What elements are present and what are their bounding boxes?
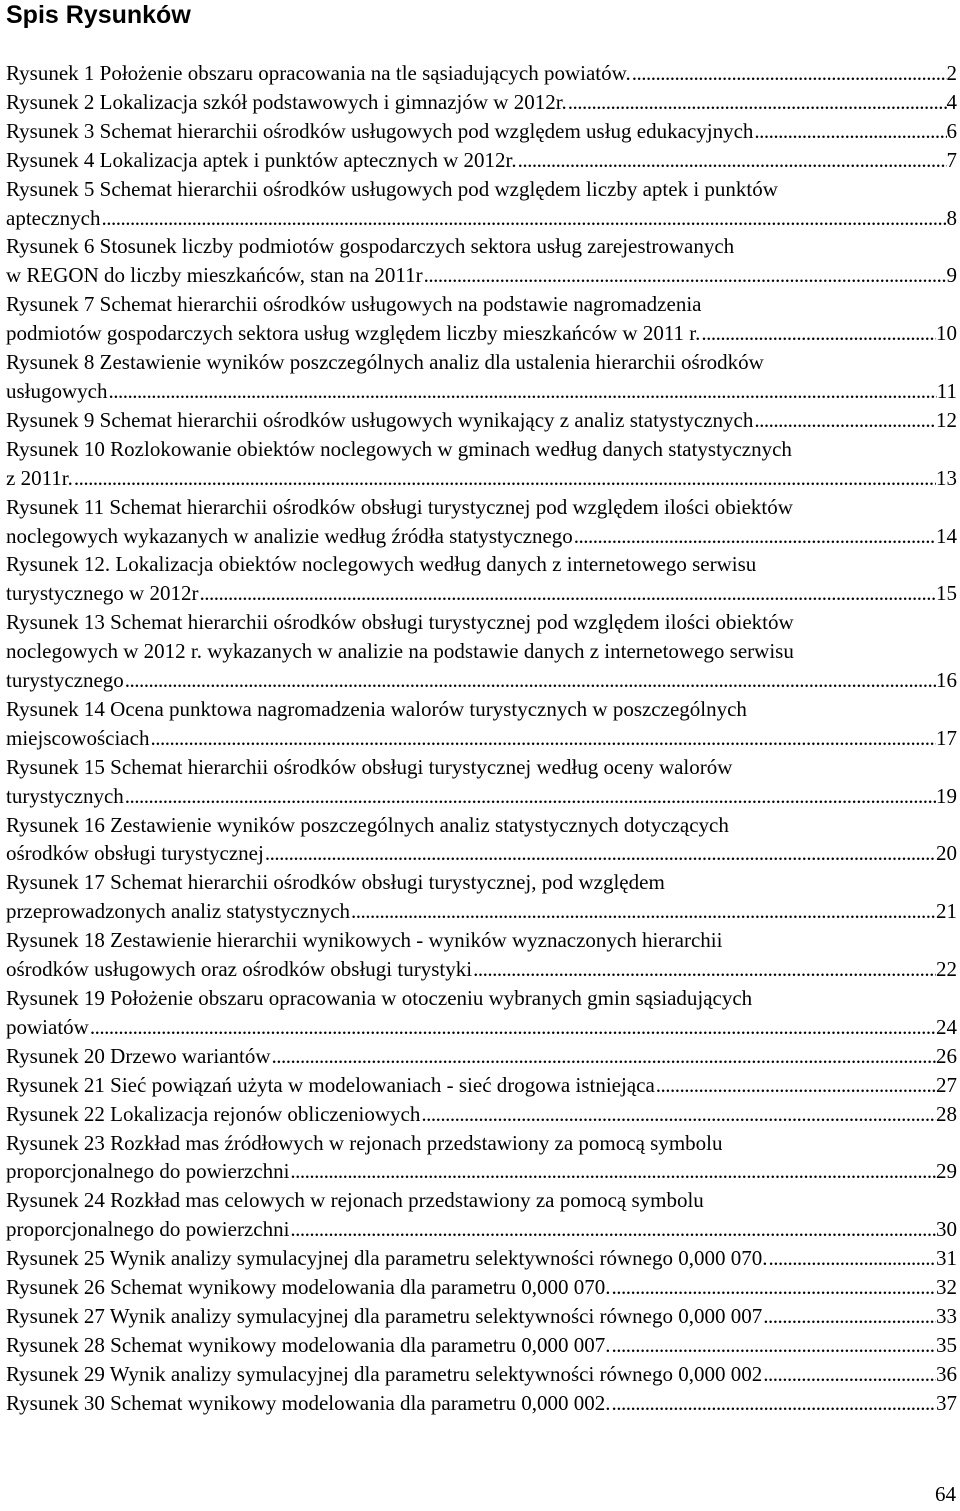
toc-entry-last-line [6, 579, 957, 608]
toc-entry-line: Rysunek 11 Schemat hierarchii ośrodków obsługi turystycznej pod względem ilości obiektów [6, 494, 793, 519]
dot-leader [611, 1389, 936, 1418]
dot-leader [73, 464, 936, 493]
toc-entry-text: podmiotów gospodarczych sektora usług względem liczby mieszkańców w 2011 r. [6, 321, 701, 346]
dot-leader [762, 1302, 936, 1331]
toc-entry-last-line [6, 522, 957, 551]
dot-leader [423, 261, 947, 290]
toc-entry-last-line [6, 724, 957, 753]
toc-entry[interactable] [6, 753, 957, 811]
toc-entry-last-line [6, 839, 957, 868]
toc-entry-text: proporcjonalnego do powierzchni [6, 1217, 290, 1242]
toc-entry-page-number: 10 [936, 321, 957, 346]
toc-entry-text: Rysunek 25 Wynik analizy symulacyjnej dla parametru selektywności równego 0,000 070. [6, 1246, 768, 1271]
dot-leader [611, 1273, 936, 1302]
toc-entry-text: powiatów [6, 1014, 89, 1039]
toc-entry-last-line [6, 1389, 957, 1418]
dot-leader [631, 59, 947, 88]
dot-leader [700, 319, 936, 348]
dot-leader [264, 839, 936, 868]
toc-entry-line: Rysunek 17 Schemat hierarchii ośrodków obsługi turystycznej, pod względem [6, 870, 665, 895]
toc-entry[interactable] [6, 232, 957, 290]
toc-entry-text: Rysunek 3 Schemat hierarchii ośrodków usługowych pod względem usług edukacyjnych [6, 118, 754, 143]
toc-entry-text: Rysunek 29 Wynik analizy symulacyjnej dla parametru selektywności równego 0,000 002 [6, 1361, 763, 1386]
toc-entry-last-line [6, 1215, 957, 1244]
toc-entry[interactable] [6, 984, 957, 1042]
toc-entry[interactable] [6, 1042, 957, 1071]
toc-entry-page-number: 31 [936, 1246, 957, 1271]
toc-entry[interactable] [6, 1360, 957, 1389]
toc-entry-last-line [6, 1013, 957, 1042]
toc-entry-line: Rysunek 13 Schemat hierarchii ośrodków obsługi turystycznej pod względem ilości obiektów [6, 610, 794, 635]
toc-entry-text: Rysunek 26 Schemat wynikowy modelowania dla parametru 0,000 070. [6, 1275, 611, 1300]
dot-leader [753, 406, 936, 435]
dot-leader [100, 204, 946, 233]
dot-leader [124, 666, 936, 695]
toc-entry[interactable] [6, 868, 957, 926]
toc-entry-last-line [6, 1360, 957, 1389]
toc-entry[interactable] [6, 926, 957, 984]
toc-entry[interactable] [6, 1100, 957, 1129]
toc-entry-page-number: 11 [936, 378, 957, 403]
toc-entry-page-number: 21 [936, 899, 957, 924]
dot-leader [149, 724, 936, 753]
toc-entry-last-line [6, 319, 957, 348]
toc-entry-line: Rysunek 23 Rozkład mas źródłowych w rejonach przedstawiony za pomocą symbolu [6, 1130, 723, 1155]
toc-entry-page-number: 2 [946, 61, 957, 85]
toc-entry-text: aptecznych [6, 205, 101, 230]
toc-entry-page-number: 7 [946, 147, 957, 172]
toc-entry[interactable] [6, 1186, 957, 1244]
toc-entry-text: Rysunek 21 Sieć powiązań użyta w modelowaniach - sieć drogowa istniejąca [6, 1072, 655, 1097]
toc-entry-last-line [6, 377, 957, 406]
toc-entry-last-line [6, 1273, 957, 1302]
toc-entry-page-number: 19 [936, 783, 957, 808]
dot-leader [198, 579, 936, 608]
dot-leader [567, 88, 947, 117]
toc-entry-page-number: 17 [936, 725, 957, 750]
toc-entry-line: Rysunek 6 Stosunek liczby podmiotów gospodarczych sektora usług zarejestrowanych [6, 234, 735, 259]
toc-entry[interactable] [6, 59, 957, 88]
toc-entry[interactable] [6, 550, 957, 608]
toc-entry-page-number: 30 [936, 1217, 957, 1242]
toc-entry[interactable] [6, 1244, 957, 1273]
toc-entry-page-number: 27 [936, 1072, 957, 1097]
toc-entry-text: w REGON do liczby mieszkańców, stan na 2011r [6, 263, 423, 288]
toc-entry-text: Rysunek 1 Położenie obszaru opracowania na tle sąsiadujących powiatów. [6, 61, 631, 85]
toc-entry-last-line [6, 666, 957, 695]
toc-entry-page-number: 32 [936, 1275, 957, 1300]
toc-entry-text: Rysunek 22 Lokalizacja rejonów obliczeniowych [6, 1101, 421, 1126]
table-of-figures [6, 59, 957, 1418]
toc-entry-line: Rysunek 10 Rozlokowanie obiektów noclegowych w gminach według danych statystycznych [6, 436, 792, 461]
dot-leader [350, 897, 936, 926]
toc-entry-last-line [6, 59, 957, 88]
toc-entry-page-number: 4 [946, 89, 957, 114]
toc-entry-last-line [6, 955, 957, 984]
dot-leader [762, 1360, 936, 1389]
toc-entry[interactable] [6, 88, 957, 117]
toc-entry-last-line [6, 1100, 957, 1129]
toc-entry[interactable] [6, 695, 957, 753]
toc-entry-last-line [6, 406, 957, 435]
toc-entry-last-line [6, 117, 957, 146]
toc-entry-page-number: 28 [936, 1101, 957, 1126]
dot-leader [655, 1071, 936, 1100]
toc-entry[interactable] [6, 1129, 957, 1187]
toc-entry-last-line [6, 1042, 957, 1071]
toc-entry-page-number: 13 [936, 465, 957, 490]
toc-entry-last-line [6, 782, 957, 811]
toc-entry-line: Rysunek 8 Zestawienie wyników poszczególnych analiz dla ustalenia hierarchii ośrodków [6, 350, 764, 375]
dot-leader [108, 377, 937, 406]
toc-entry-page-number: 37 [936, 1390, 957, 1415]
toc-entry-last-line [6, 1157, 957, 1186]
toc-entry-text: noclegowych wykazanych w analizie według źródła statystycznego [6, 523, 573, 548]
toc-entry-page-number: 33 [936, 1303, 957, 1328]
toc-entry[interactable] [6, 1273, 957, 1302]
dot-leader [768, 1244, 936, 1273]
toc-entry-page-number: 36 [936, 1361, 957, 1386]
toc-entry-text: turystycznego [6, 668, 124, 693]
toc-entry-text: Rysunek 30 Schemat wynikowy modelowania dla parametru 0,000 002. [6, 1390, 611, 1415]
toc-entry-text: Rysunek 28 Schemat wynikowy modelowania dla parametru 0,000 007. [6, 1332, 611, 1357]
toc-entry[interactable] [6, 175, 957, 233]
toc-entry-text: Rysunek 9 Schemat hierarchii ośrodków usługowych wynikający z analiz statystycznych [6, 407, 754, 432]
toc-entry-text: Rysunek 20 Drzewo wariantów [6, 1043, 271, 1068]
toc-entry-last-line [6, 1244, 957, 1273]
toc-entry-page-number: 14 [936, 523, 957, 548]
page-title: Spis Rysunków [6, 1, 191, 29]
toc-entry-page-number: 9 [946, 263, 957, 288]
toc-entry-page-number: 6 [946, 118, 957, 143]
toc-entry-text: Rysunek 4 Lokalizacja aptek i punktów aptecznych w 2012r. [6, 147, 517, 172]
toc-entry-line: Rysunek 12. Lokalizacja obiektów noclegowych według danych z internetowego serwisu [6, 552, 757, 577]
toc-entry-page-number: 20 [936, 841, 957, 866]
dot-leader [124, 782, 936, 811]
toc-entry[interactable] [6, 1389, 957, 1418]
toc-entry[interactable] [6, 146, 957, 175]
toc-entry-line: Rysunek 24 Rozkład mas celowych w rejonach przedstawiony za pomocą symbolu [6, 1188, 704, 1213]
toc-entry[interactable] [6, 1302, 957, 1331]
toc-entry-text: ośrodków usługowych oraz ośrodków obsługi turystyki [6, 957, 473, 982]
toc-entry-last-line [6, 897, 957, 926]
toc-entry[interactable] [6, 435, 957, 493]
toc-entry-line: noclegowych w 2012 r. wykazanych w analizie na podstawie danych z internetowego serwisu [6, 639, 794, 664]
dot-leader [517, 146, 947, 175]
toc-entry-line: Rysunek 15 Schemat hierarchii ośrodków obsługi turystycznej według oceny walorów [6, 754, 733, 779]
dot-leader [289, 1157, 936, 1186]
toc-entry[interactable] [6, 348, 957, 406]
toc-entry-text: Rysunek 2 Lokalizacja szkół podstawowych i gimnazjów w 2012r. [6, 89, 567, 114]
toc-entry-line: Rysunek 14 Ocena punktowa nagromadzenia walorów turystycznych w poszczególnych [6, 696, 747, 721]
dot-leader [472, 955, 936, 984]
toc-entry-line: Rysunek 5 Schemat hierarchii ośrodków usługowych pod względem liczby aptek i punktów [6, 176, 778, 201]
toc-entry-line: Rysunek 19 Położenie obszaru opracowania w otoczeniu wybranych gmin sąsiadujących [6, 986, 753, 1010]
toc-entry[interactable] [6, 1331, 957, 1360]
toc-entry-last-line [6, 1331, 957, 1360]
toc-entry-text: turystycznych [6, 783, 124, 808]
toc-entry-text: proporcjonalnego do powierzchni [6, 1159, 290, 1184]
dot-leader [289, 1215, 936, 1244]
toc-entry-page-number: 26 [936, 1043, 957, 1068]
toc-entry-page-number: 8 [946, 205, 957, 230]
dot-leader [420, 1100, 936, 1129]
toc-entry-text: Rysunek 27 Wynik analizy symulacyjnej dla parametru selektywności równego 0,000 007 [6, 1303, 763, 1328]
toc-entry[interactable] [6, 290, 957, 348]
toc-entry-text: przeprowadzonych analiz statystycznych [6, 899, 351, 924]
toc-entry-text: miejscowościach [6, 725, 150, 750]
toc-entry[interactable] [6, 493, 957, 551]
page-number: 64 [935, 1482, 956, 1506]
dot-leader [89, 1013, 936, 1042]
toc-entry-page-number: 29 [936, 1159, 957, 1184]
toc-entry[interactable] [6, 117, 957, 146]
toc-entry[interactable] [6, 1071, 957, 1100]
toc-entry-text: ośrodków obsługi turystycznej [6, 841, 264, 866]
dot-leader [753, 117, 946, 146]
toc-entry-last-line [6, 204, 957, 233]
toc-entry-text: z 2011r. [6, 465, 73, 490]
dot-leader [611, 1331, 936, 1360]
toc-entry-page-number: 22 [936, 957, 957, 982]
toc-entry-line: Rysunek 7 Schemat hierarchii ośrodków usługowych na podstawie nagromadzenia [6, 292, 702, 317]
toc-entry-page-number: 35 [936, 1332, 957, 1357]
toc-entry-last-line [6, 88, 957, 117]
toc-entry[interactable] [6, 406, 957, 435]
toc-entry-text: usługowych [6, 378, 108, 403]
toc-entry-last-line [6, 464, 957, 493]
dot-leader [271, 1042, 936, 1071]
toc-entry-page-number: 12 [936, 407, 957, 432]
toc-entry-line: Rysunek 16 Zestawienie wyników poszczególnych analiz statystycznych dotyczących [6, 812, 729, 837]
toc-entry-last-line [6, 146, 957, 175]
toc-entry-last-line [6, 261, 957, 290]
dot-leader [573, 522, 936, 551]
toc-entry[interactable] [6, 811, 957, 869]
toc-entry-text: turystycznego w 2012r [6, 581, 199, 606]
toc-entry-page-number: 15 [936, 581, 957, 606]
toc-entry-last-line [6, 1302, 957, 1331]
toc-entry-line: Rysunek 18 Zestawienie hierarchii wynikowych - wyników wyznaczonych hierarchii [6, 928, 723, 953]
toc-entry-page-number: 16 [936, 668, 957, 693]
toc-entry-page-number: 24 [936, 1014, 957, 1039]
toc-entry[interactable] [6, 608, 957, 695]
toc-entry-last-line [6, 1071, 957, 1100]
